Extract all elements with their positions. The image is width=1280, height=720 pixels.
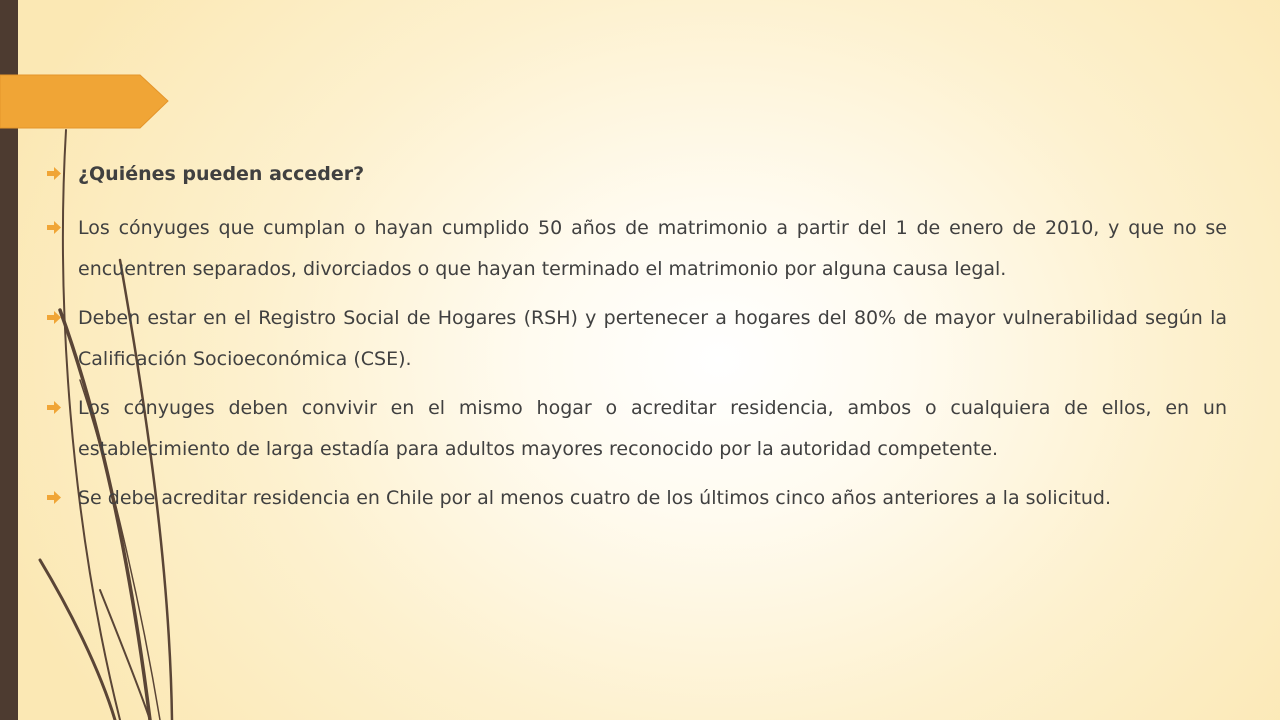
list-item — [47, 208, 1227, 290]
list-item — [47, 154, 1227, 195]
bullet-text: Se debe acreditar residencia en Chile por al menos cuatro de los últimos cinco años anteriores a la solicitud. — [78, 487, 1112, 509]
arrow-right-icon — [47, 491, 61, 504]
arrow-right-icon — [47, 401, 61, 414]
bullet-text: Los cónyuges que cumplan o hayan cumplido 50 años de matrimonio a partir del 1 de enero de 2010, y que no se encuentren separados, divorciados o que hayan terminado el matrimonio por alguna causa legal. — [78, 217, 1227, 280]
arrow-right-icon — [47, 311, 61, 324]
list-item — [47, 478, 1227, 519]
arrow-right-icon — [47, 221, 61, 234]
list-item — [47, 388, 1227, 470]
bullet-text: ¿Quiénes pueden acceder? — [78, 163, 365, 185]
bullet-text: Los cónyuges deben convivir en el mismo hogar o acreditar residencia, ambos o cualquiera de ellos, en un establecimiento de larga estadía para adultos mayores reconocido por la autoridad competente. — [78, 397, 1227, 460]
bullet-text: Deben estar en el Registro Social de Hogares (RSH) y pertenecer a hogares del 80% de mayor vulnerabilidad según la Calificación Socioeconómica (CSE). — [78, 307, 1227, 370]
arrow-right-icon — [47, 167, 61, 180]
list-item — [47, 298, 1227, 380]
bullet-list — [47, 154, 1227, 527]
